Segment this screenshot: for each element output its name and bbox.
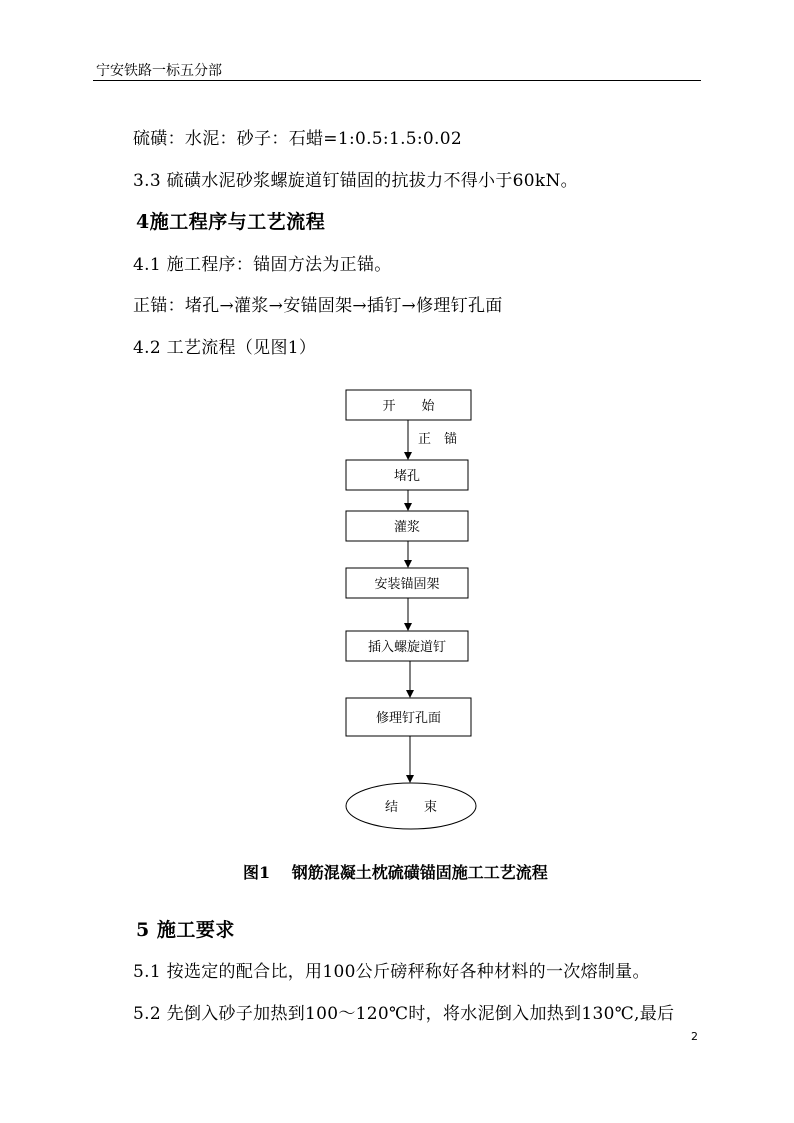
flow-end-label: 结 束 (384, 800, 438, 815)
paragraph-3-3: 3.3 硫磺水泥砂浆螺旋道钉锚固的抗拔力不得小于60kN。 (133, 171, 578, 191)
flow-step-3-label: 安装锚固架 (374, 577, 440, 592)
zhengmao-sequence: 正锚：堵孔→灌浆→安锚固架→插钉→修理钉孔面 (133, 296, 503, 316)
page-number: 2 (691, 1030, 698, 1043)
section-5-heading: 5 施工要求 (136, 919, 235, 941)
paragraph-4-2: 4.2 工艺流程（见图1） (133, 338, 317, 358)
section-4-heading: 4施工程序与工艺流程 (136, 211, 326, 233)
flow-step-2-label: 灌浆 (393, 520, 421, 535)
figure-caption: 图1 钢筋混凝土枕硫磺锚固施工工艺流程 (243, 863, 548, 882)
flow-step-4-label: 插入螺旋道钉 (367, 640, 447, 655)
flow-step-5-label: 修理钉孔面 (375, 711, 442, 726)
paragraph-4-1: 4.1 施工程序：锚固方法为正锚。 (133, 255, 392, 275)
paragraph-5-2: 5.2 先倒入砂子加热到100～120℃时，将水泥倒入加热到130℃,最后 (133, 1004, 675, 1024)
flow-start-label: 开 始 (382, 399, 435, 414)
paragraph-5-1: 5.1 按选定的配合比，用100公斤磅秤称好各种材料的一次熔制量。 (133, 962, 650, 982)
flow-step-1-label: 堵孔 (393, 469, 421, 484)
mix-ratio-line: 硫磺：水泥：砂子：石蜡=1:0.5:1.5:0.02 (133, 129, 462, 149)
page-header-title: 宁安铁路一标五分部 (96, 63, 222, 79)
flow-branch-label: 正 锚 (418, 432, 458, 447)
